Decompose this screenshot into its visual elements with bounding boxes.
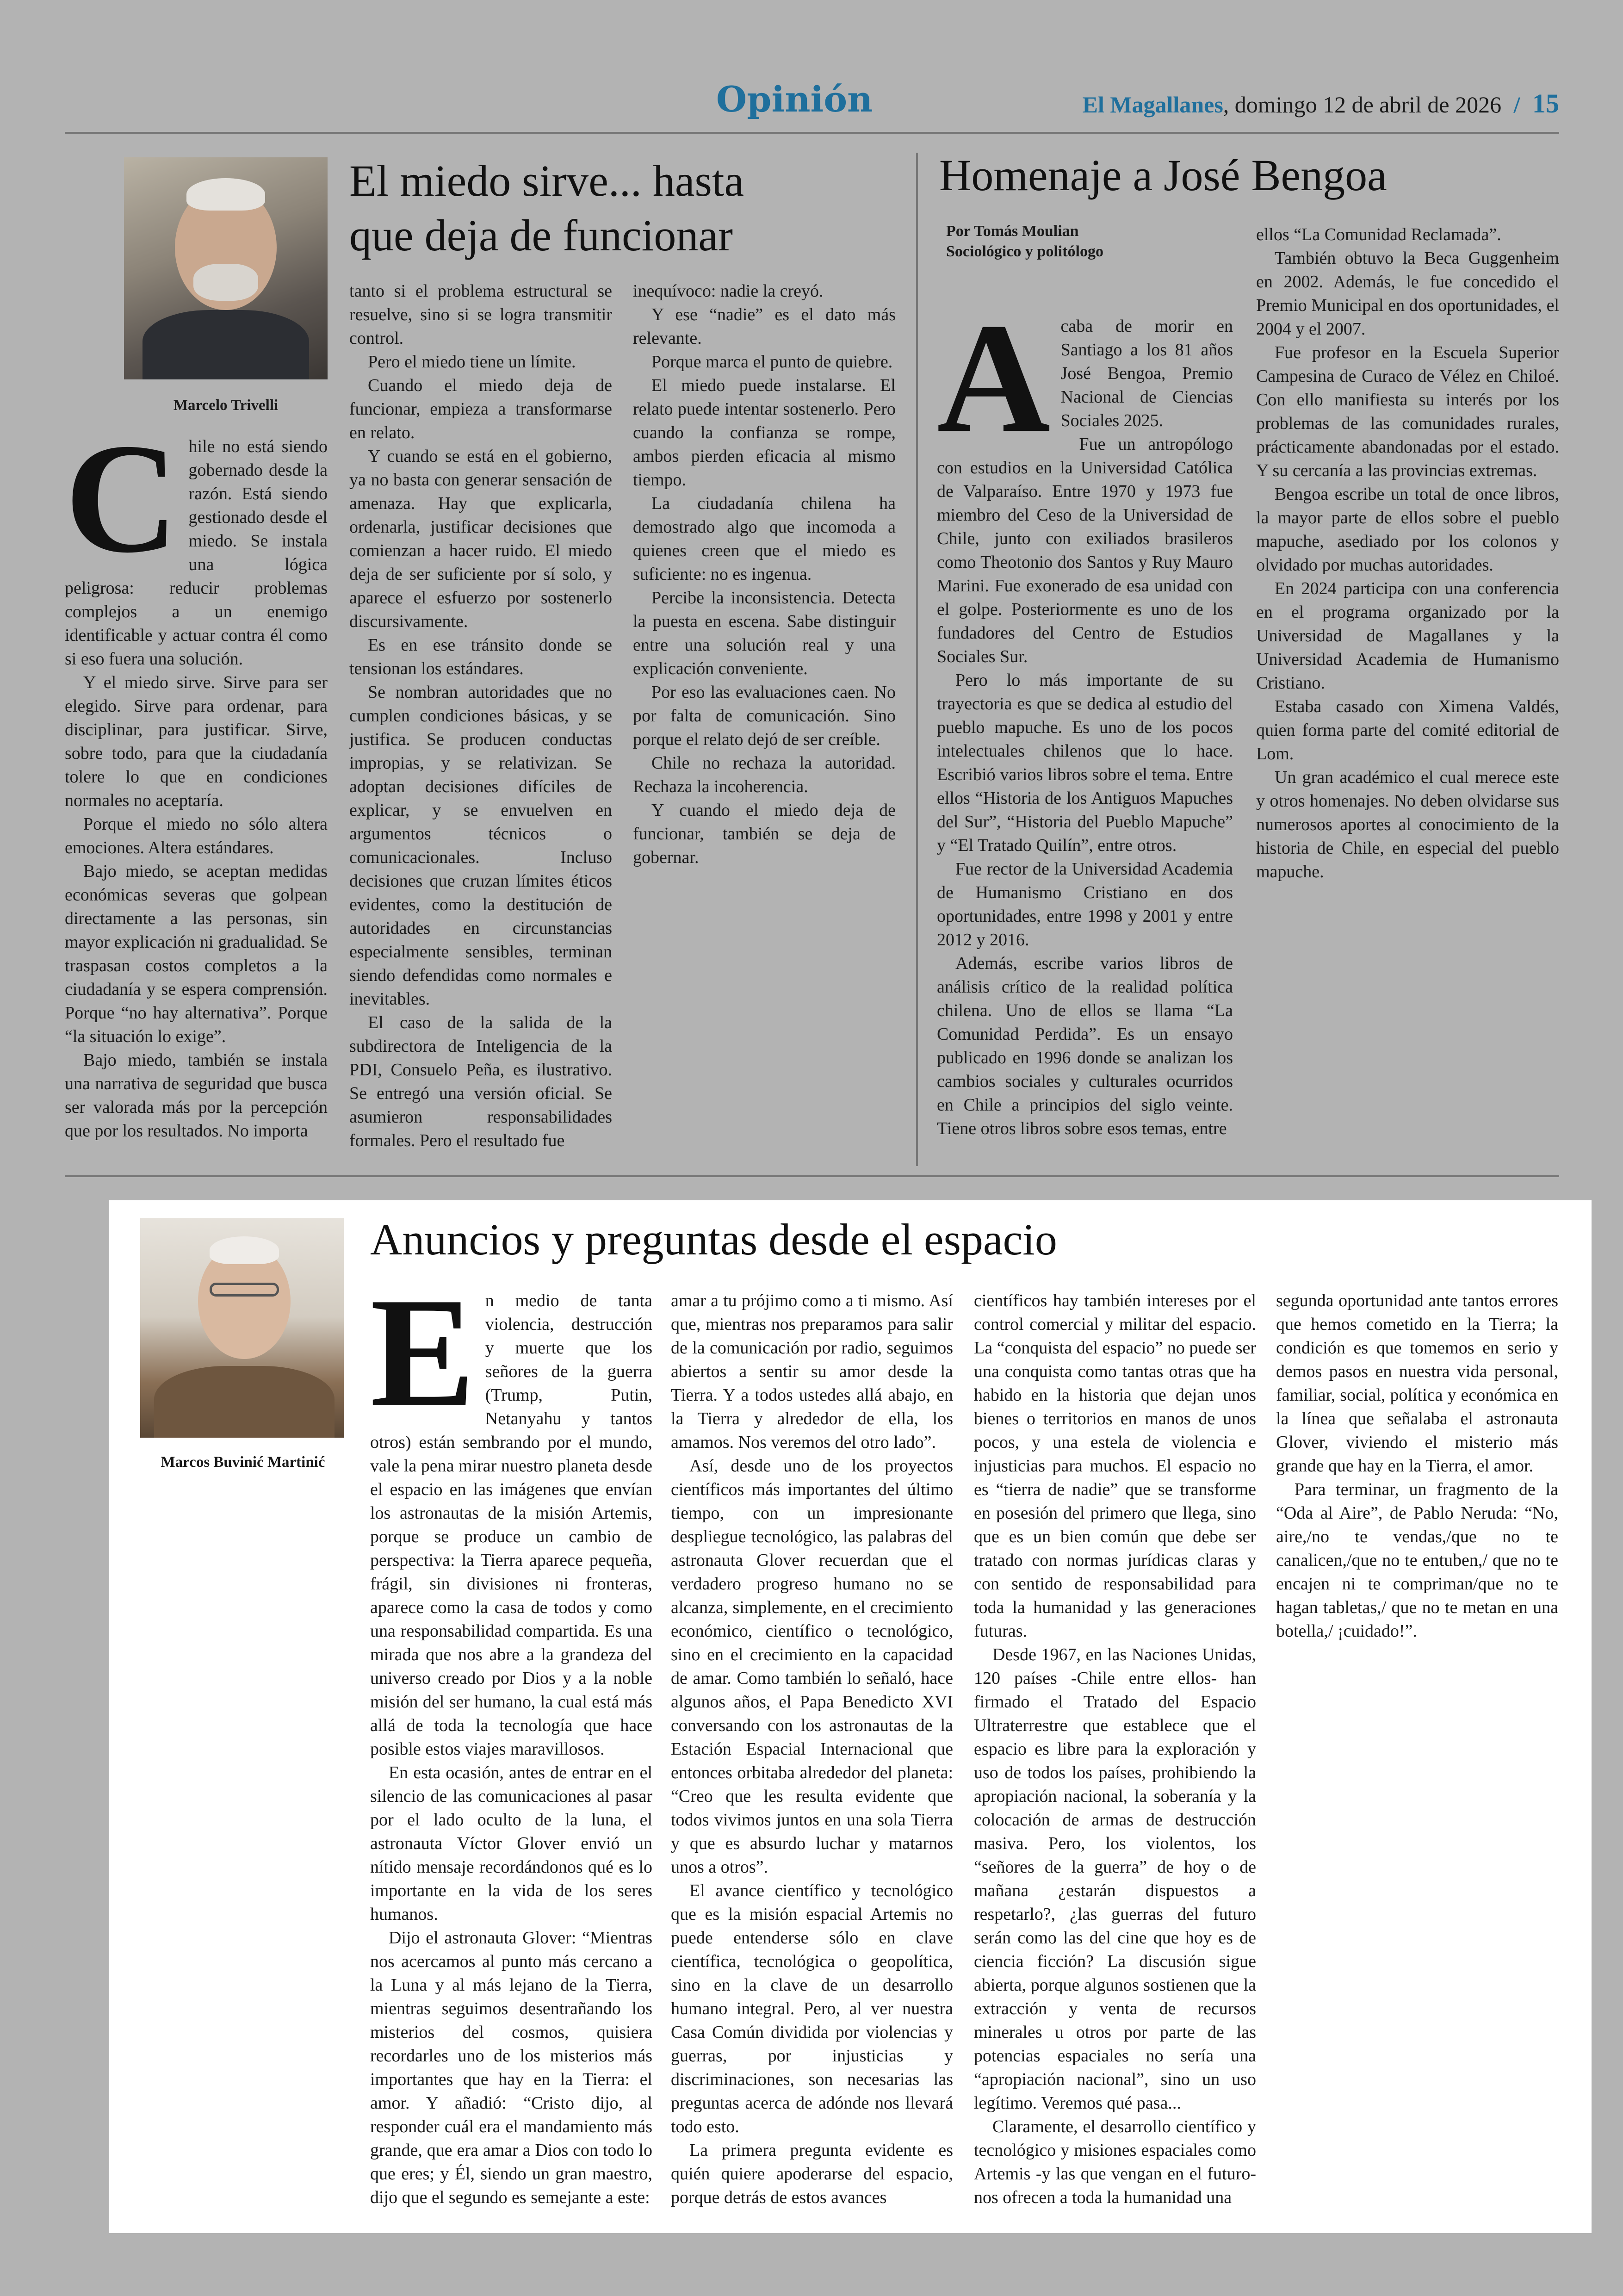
article2-paragraph: Además, escribe varios libros de análisis crítico de la realidad política chilena. Uno de ellos se llama “La Comunidad Perdida”. Es un ensayo publicado en 1996 donde se analizan los cambios sociales y culturales ocurridos en Chile a principios del siglo veinte. Tiene otros libros sobre esos temas, entre	[937, 954, 1233, 1138]
article1-paragraph: Chile no rechaza la autoridad. Rechaza la incoherencia.	[633, 753, 896, 796]
article3-paragraph: n medio de tanta violencia, destrucción y muerte que los señores de la guerra (Trump, Putin, Netanyahu y tantos otros) están sembrando por el mundo, vale la pena mirar nuestro planeta desde el espacio en las imágenes que envían los astronautas de la misión Artemis, porque se produce un cambio de perspectiva: la Tierra aparece pequeña, frágil, sin divisiones ni fronteras, aparece como la casa de todos y como una responsabilidad compartida. Es una mirada que nos abre a la grandeza del universo creado por Dios y a la noble misión del ser humano, la cual está más allá de toda la tecnología que hace posible estos viajes maravillosos.	[370, 1291, 652, 1759]
publication-date: domingo 12 de abril de 2026	[1234, 92, 1502, 118]
article3-column-2	[671, 1289, 953, 2215]
article2-paragraph-continued: ellos “La Comunidad Reclamada”.	[1256, 225, 1501, 244]
article3-paragraph: Desde 1967, en las Naciones Unidas, 120 países -Chile entre ellos- han firmado el Tratado del Espacio Ultraterrestre que establece que el espacio es libre para la exploración y uso de todos los países, prohibiendo la apropiación nacional, la soberanía y la colocación de armas de destrucción masiva. Pero, los violentos, los “señores de la guerra” de hoy o de mañana ¿estarán dispuestos a respetarlo?, ¿las guerras del futuro serán como las del cine que hoy es de ciencia ficción? La discusión sigue abierta, porque algunos sostienen que la extracción y venta de recursos minerales u otros por parte de las potencias espaciales no sería una “apropiación nacional”, sino un uso legítimo. Veremos qué pasa...	[974, 1645, 1256, 2113]
author-name-buvinic: Marcos Buvinić Martinić	[161, 1454, 325, 1471]
author-article2-title: Sociológico y politólogo	[946, 243, 1103, 260]
author-article2	[946, 221, 1233, 262]
article2-paragraph: Fue profesor en la Escuela Superior Campesina de Curaco de Vélez en Chiloé. Con ello manifiesta su interés por los problemas de las comunidades rurales, prácticamente abandonadas por el estado. Y su cercanía a las provincias extremas.	[1256, 343, 1559, 480]
article1-paragraph: La ciudadanía chilena ha demostrado algo que incomoda a quienes creen que el miedo es suficiente: no es ingenua.	[633, 494, 896, 584]
page-number: 15	[1532, 88, 1559, 118]
article1-paragraph: Bajo miedo, también se instala una narrativa de seguridad que busca ser valorada más por la percepción que por los resultados. No importa	[65, 1050, 328, 1141]
article3-paragraph: El avance científico y tecnológico que es la misión espacial Artemis no puede entenderse sólo en clave científica, tecnológica o geopolítica, sino en la clave de un desarrollo humano integral. Pero, al ver nuestra Casa Común dividida por violencias y guerras, por injusticias y discriminaciones, son necesarias las preguntas acerca de adónde nos llevará todo esto.	[671, 1881, 953, 2136]
article2-paragraph: Fue un antropólogo con estudios en la Universidad Católica de Valparaíso. Entre 1970 y 1973 fue miembro del Ceso de la Universidad de Chile, junto con exiliados brasileros como Theotonio dos Santos y Ruy Mauro Marini. Fue exonerado de esa unidad con el golpe. Posteriormente es uno de los fundadores del Centro de Estudios Sociales Sur.	[937, 434, 1233, 666]
article1-column-1	[65, 435, 328, 1152]
article3-paragraph: Para terminar, un fragmento de la “Oda al Aire”, de Pablo Neruda: “No, aire,/no te vendas,/que no te canalicen,/que no te entuben,/ que no te encajen ni te compriman/que no te hagan tabletas,/ que no te metan en una botella,/ ¡cuidado!”.	[1276, 1480, 1558, 1641]
article1-paragraph: Porque el miedo no sólo altera emociones. Altera estándares.	[65, 814, 328, 857]
article1-paragraph: Percibe la inconsistencia. Detecta la puesta en escena. Sabe distinguir entre una solución real y una explicación conveniente.	[633, 588, 896, 678]
headline-article1-line1: El miedo sirve... hasta	[349, 156, 744, 205]
article3-column-3	[974, 1289, 1256, 2215]
article1-paragraph-continued: inequívoco: nadie la creyó.	[633, 281, 824, 301]
article1-paragraph: Bajo miedo, se aceptan medidas económicas severas que golpean directamente a las personas, sin mayor explicación ni gradualidad. Se traspasan costos completos a la ciudadanía y se espera comprensión. Porque “no hay alternativa”. Porque “la situación lo exige”.	[65, 862, 328, 1046]
article2-paragraph: También obtuvo la Beca Guggenheim en 2002. Además, le fue concedido el Premio Municipal en dos oportunidades, el 2004 y el 2007.	[1256, 248, 1559, 339]
article3-paragraph: La primera pregunta evidente es quién quiere apoderarse del espacio, porque detrás de estos avances	[671, 2141, 953, 2207]
article1-paragraph: Cuando el miedo deja de funcionar, empieza a transformarse en relato.	[349, 376, 612, 442]
publication-name: El Magallanes	[1082, 92, 1223, 118]
article3-dropcap: E	[370, 1289, 475, 1440]
header-rule	[65, 132, 1559, 134]
article3-paragraph: En esta ocasión, antes de entrar en el silencio de las comunicaciones al pasar por el lado oculto de la luna, el astronauta Víctor Glover envió un nítido mensaje recordándonos qué es lo importante en la vida de los seres humanos.	[370, 1763, 652, 1924]
article2-paragraph: En 2024 participa con una conferencia en el programa organizado por la Universidad de Magallanes y la Universidad Academia de Humanismo Cristiano.	[1256, 579, 1559, 693]
article1-column-3	[633, 279, 896, 1152]
author-article2-name: Por Tomás Moulian	[946, 223, 1079, 240]
masthead: El Magallanes, domingo 12 de abril de 2026 / 15	[1082, 88, 1559, 118]
article1-paragraph-continued: tanto si el problema estructural se resuelve, sino si se logra transmitir control.	[349, 281, 612, 348]
headline-article3: Anuncios y preguntas desde el espacio	[370, 1215, 1057, 1264]
article2-paragraph: caba de morir en Santiago a los 81 años José Bengoa, Premio Nacional de Ciencias Sociales 2025.	[1060, 316, 1233, 430]
article2-paragraph: Un gran académico el cual merece este y otros homenajes. No deben olvidarse sus numerosos aportes al conocimiento de la historia de Chile, en especial del pueblo mapuche.	[1256, 768, 1559, 881]
section-title: Opinión	[716, 79, 873, 120]
article1-paragraph: El miedo puede instalarse. El relato puede intentar sostenerlo. Pero cuando la confianza se rompe, ambos pierden eficacia al mismo tiempo.	[633, 376, 896, 490]
article2-column-2	[1256, 223, 1559, 1152]
article2-paragraph: Bengoa escribe un total de once libros, la mayor parte de ellos sobre el pueblo mapuche, asediado por los colonos y olvidado por muchas autoridades.	[1256, 484, 1559, 575]
masthead-separator: /	[1513, 92, 1520, 118]
article1-paragraph: Porque marca el punto de quiebre.	[651, 352, 893, 372]
section-rule	[65, 1175, 1559, 1177]
author-photo-buvinic	[140, 1218, 344, 1438]
article1-column-2	[349, 279, 612, 1152]
article1-dropcap: C	[65, 435, 179, 585]
article3-paragraph-continued: segunda oportunidad ante tantos errores que hemos cometido en la Tierra; la condición es que tomemos en serio y demos pasos en nuestra vida personal, familiar, social, política y económica en la línea que señalaba el astronauta Glover, viviendo el misterio más grande que hay en la Tierra, el amor.	[1276, 1291, 1558, 1476]
article1-paragraph: Y cuando el miedo deja de funcionar, también se deja de gobernar.	[633, 800, 896, 867]
article1-paragraph: Por eso las evaluaciones caen. No por falta de comunicación. Sino porque el relato dejó de ser creíble.	[633, 683, 896, 749]
article2-paragraph: Fue rector de la Universidad Academia de Humanismo Cristiano en dos oportunidades, entre 1998 y 2001 y entre 2012 y 2016.	[937, 859, 1233, 949]
article3-paragraph: Así, desde uno de los proyectos científicos más importantes del último tiempo, con un impresionante despliegue tecnológico, las palabras del astronauta Glover recuerdan que el verdadero progreso humano no se alcanza, simplemente, en el crecimiento económico, científico o tecnológico, sino en el crecimiento en la capacidad de amar. Como también lo señaló, hace algunos años, el Papa Benedicto XVI conversando con los astronautas de la Estación Espacial Internacional que entonces orbitaba alrededor del planeta: “Creo que les resulta evidente que todos vivimos juntos en una sola Tierra y que es absurdo luchar y matarnos unos a otros”.	[671, 1456, 953, 1877]
article1-paragraph: Se nombran autoridades que no cumplen condiciones básicas, y se justifica. Se producen conductas impropias, y se relativizan. Se adoptan decisiones difíciles de explicar, y se envuelven en argumentos técnicos o comunicacionales. Incluso decisiones que cruzan límites éticos evidentes, como la destitución de autoridades en circunstancias especialmente sensibles, terminan siendo defendidas como normales e inevitables.	[349, 683, 612, 1009]
article1-paragraph: Es en ese tránsito donde se tensionan los estándares.	[349, 635, 612, 678]
article2-paragraph: Estaba casado con Ximena Valdés, quien forma parte del comité editorial de Lom.	[1256, 697, 1559, 763]
author-photo-trivelli	[124, 157, 328, 379]
author-name-trivelli: Marcelo Trivelli	[173, 397, 279, 414]
article2-paragraph: Pero lo más importante de su trayectoria es que se dedica al estudio del pueblo mapuche. Es uno de los pocos intelectuales chilenos que lo hace. Escribió varios libros sobre el tema. Entre ellos “Historia de los Antiguos Mapuches del Sur”, “Historia del Pueblo Mapuche” y “El Tratado Quilín”, entre otros.	[937, 670, 1233, 855]
article1-paragraph: Y cuando se está en el gobierno, ya no basta con generar sensación de amenaza. Hay que explicarla, ordenarla, justificar decisiones que comienzan a hacer ruido. El miedo deja de ser suficiente por sí solo, y aparece el esfuerzo por sostenerlo discursivamente.	[349, 447, 612, 631]
headline-article1-line2: que deja de funcionar	[349, 211, 733, 260]
article3-paragraph: Claramente, el desarrollo científico y tecnológico y misiones espaciales como Artemis -y las que vengan en el futuro- nos ofrecen a toda la humanidad una	[974, 2117, 1256, 2207]
article3-paragraph-continued: amar a tu prójimo como a ti mismo. Así que, mientras nos preparamos para salir de la comunicación por radio, seguimos abiertos a sentir su amor desde la Tierra. Y a todos ustedes allá abajo, en la Tierra y alrededor de ella, los amamos. Nos veremos del otro lado”.	[671, 1291, 953, 1452]
article3-paragraph: Dijo el astronauta Glover: “Mientras nos acercamos al punto más cercano a la Luna y al más lejano de la Tierra, mientras seguimos desentrañando los misterios del cosmos, quisiera recordarles uno de los misterios más importantes que hay en la Tierra: el amor. Y añadió: “Cristo dijo, al responder cuál era el mandamiento más grande, que era amar a Dios con todo lo que eres; y Él, siendo un gran maestro, dijo que el segundo es semejante a este:	[370, 1928, 652, 2207]
headline-article1	[349, 154, 904, 263]
article3-paragraph-continued: científicos hay también intereses por el control comercial y militar del espacio. La “conquista del espacio” no puede ser una conquista como tantas otras que ha habido en la historia que dejan unos bienes o territorios en manos de unos pocos, y una estela de violencia e injusticias para muchos. El espacio no es “tierra de nadie” que se transforme en posesión del primero que llega, sino que es un bien común que debe ser tratado con normas jurídicas claras y con sentido de responsabilidad para toda la humanidad y las generaciones futuras.	[974, 1291, 1256, 1641]
headline-article2: Homenaje a José Bengoa	[939, 150, 1387, 200]
column-divider	[916, 153, 918, 1166]
article2-dropcap: A	[937, 315, 1051, 465]
article3-column-4	[1276, 1289, 1558, 2215]
article1-paragraph: El caso de la salida de la subdirectora de Inteligencia de la PDI, Consuelo Peña, es ilustrativo. Se entregó una versión oficial. Se asumieron responsabilidades formales. Pero el resultado fue	[349, 1013, 612, 1150]
article1-paragraph: hile no está siendo gobernado desde la razón. Está siendo gestionado desde el miedo. Se instala una lógica peligrosa: reducir problemas complejos a un enemigo identificable y actuar contra él como si eso fuera una solución.	[65, 437, 328, 669]
article1-paragraph: Y el miedo sirve. Sirve para ser elegido. Sirve para ordenar, para disciplinar, para justificar. Sirve, sobre todo, para que la ciudadanía tolere lo que en condiciones normales no aceptaría.	[65, 673, 328, 810]
article2-column-1	[937, 315, 1233, 1152]
article1-paragraph: Y ese “nadie” es el dato más relevante.	[633, 305, 896, 348]
article1-paragraph: Pero el miedo tiene un límite.	[368, 352, 576, 372]
article3-column-1	[370, 1289, 652, 2215]
